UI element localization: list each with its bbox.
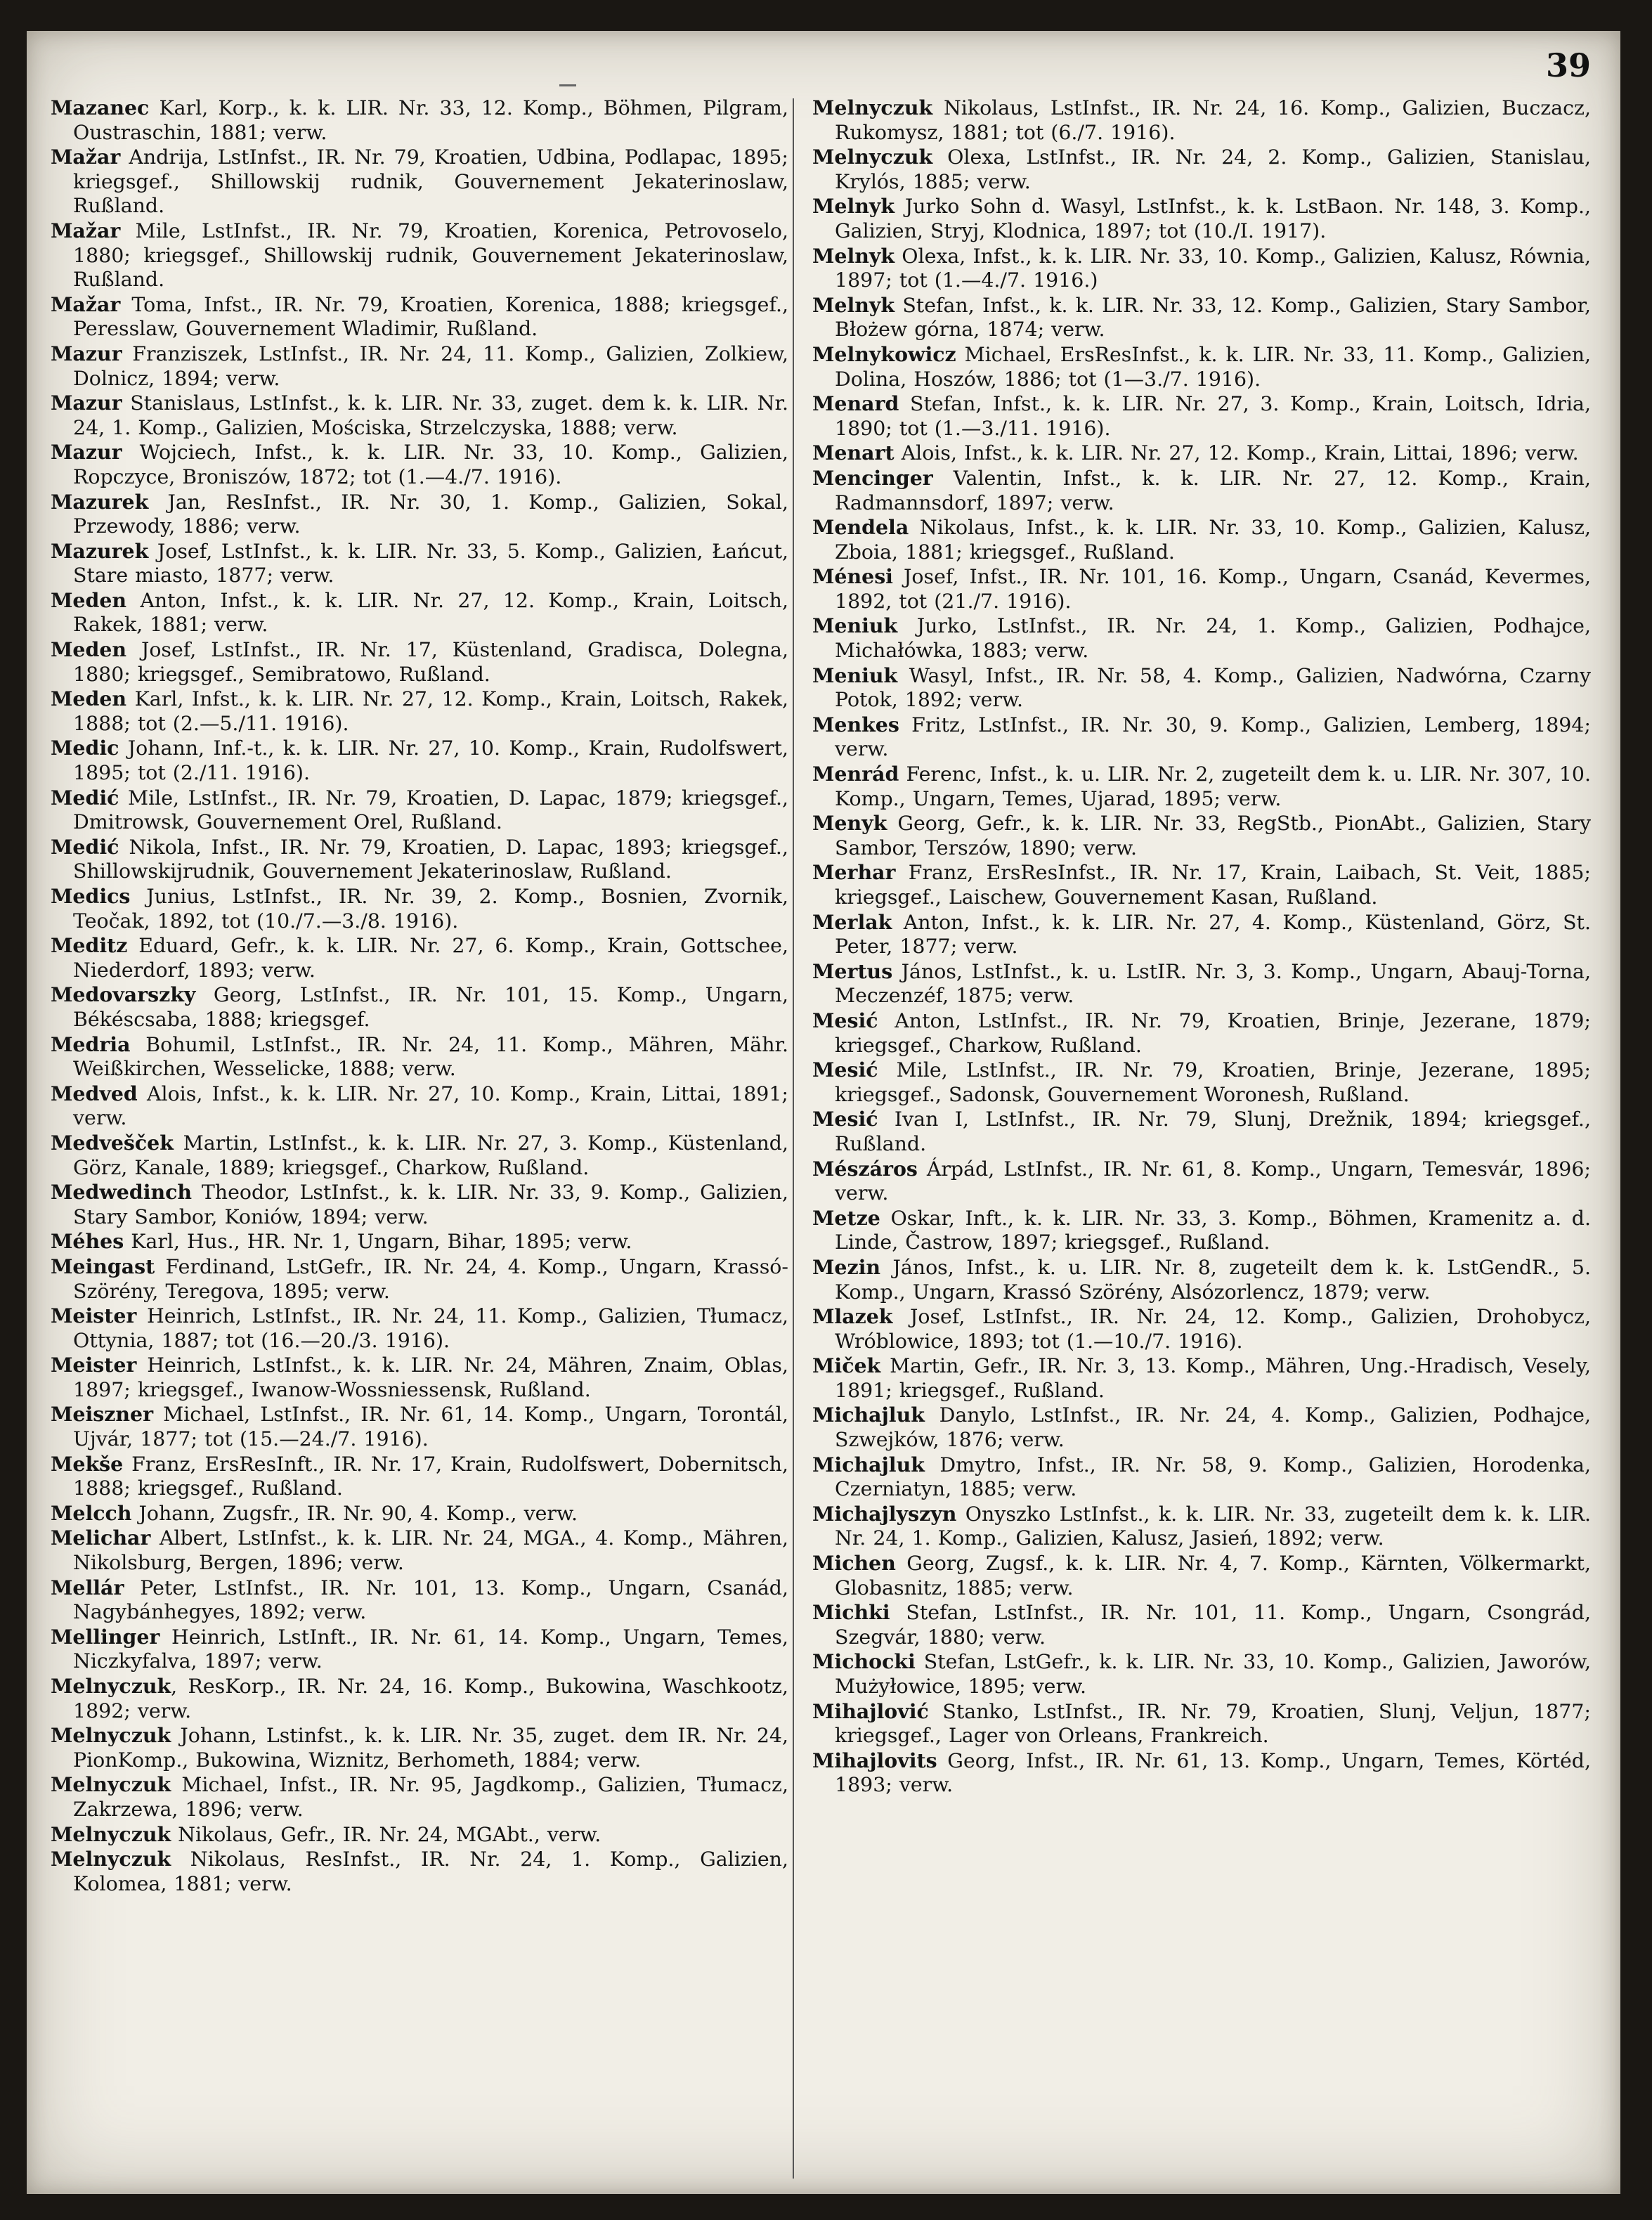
- roster-entry: [51, 637, 788, 687]
- left-column: [51, 96, 788, 1896]
- entry-details: Johann, Lstinfst., k. k. LIR. Nr. 35, zuget. dem IR. Nr. 24, PionKomp., Bukowina, Wiznitz, Berhometh, 1884; verw.: [73, 1724, 788, 1772]
- roster-entry: [812, 1748, 1591, 1798]
- roster-entry: [812, 1255, 1591, 1304]
- roster-entry: [51, 219, 788, 292]
- entry-details: Junius, LstInfst., IR. Nr. 39, 2. Komp., Bosnien, Zvornik, Teočak, 1892, tot (10./7.—3./8. 1916).: [73, 885, 788, 933]
- entry-details: Josef, Infst., IR. Nr. 101, 16. Komp., Ungarn, Csanád, Kevermes, 1892, tot (21./7. 1916).: [835, 565, 1591, 613]
- entry-details: János, LstInfst., k. u. LstIR. Nr. 3, 3. Komp., Ungarn, Abauj-Torna, Meczenzéf, 1875; verw.: [835, 959, 1591, 1008]
- entry-surname: Mendela: [812, 515, 909, 540]
- right-column: [812, 96, 1591, 1798]
- entry-details: Anton, LstInfst., IR. Nr. 79, Kroatien, Brinje, Jezerane, 1879; kriegsgef., Charkow, Rußland.: [835, 1008, 1591, 1057]
- entry-surname: Mazur: [51, 341, 122, 365]
- entry-surname: Medria: [51, 1032, 131, 1056]
- entry-details: Mile, LstInfst., IR. Nr. 79, Kroatien, D. Lapac, 1879; kriegsgef., Dmitrowsk, Gouvernement Orel, Rußland.: [73, 786, 788, 834]
- entry-details: Bohumil, LstInfst., IR. Nr. 24, 11. Komp., Mähren, Mähr. Weißkirchen, Wesselicke, 1888; verw.: [73, 1032, 788, 1081]
- entry-surname: Mekše: [51, 1451, 124, 1476]
- entry-details: Jurko, LstInfst., IR. Nr. 24, 1. Komp., Galizien, Podhajce, Michałówka, 1883; verw.: [835, 614, 1591, 663]
- roster-entry: [51, 1353, 788, 1402]
- roster-entry: [51, 1772, 788, 1822]
- entry-surname: Meden: [51, 637, 127, 662]
- entry-surname: Melnyczuk: [51, 1822, 171, 1846]
- entry-details: Jurko Sohn d. Wasyl, LstInfst., k. k. LstBaon. Nr. 148, 3. Komp., Galizien, Stryj, Klodnica, 1897; tot (10./I. 1917).: [835, 195, 1591, 242]
- entry-details: Olexa, Infst., k. k. LIR. Nr. 33, 10. Komp., Galizien, Kalusz, Równia, 1897; tot (1.—4./7. 1916.): [835, 244, 1591, 292]
- entry-details: Jan, ResInfst., IR. Nr. 30, 1. Komp., Galizien, Sokal, Przewody, 1886; verw.: [73, 490, 788, 538]
- roster-entry: [812, 1304, 1591, 1354]
- entry-surname: Menard: [812, 391, 899, 416]
- entry-details: Nikolaus, Gefr., IR. Nr. 24, MGAbt., verw.: [171, 1822, 601, 1846]
- entry-details: , ResKorp., IR. Nr. 24, 16. Komp., Bukowina, Waschkootz, 1892; verw.: [73, 1675, 788, 1722]
- entry-surname: Melnyczuk: [51, 1723, 171, 1748]
- entry-details: Theodor, LstInfst., k. k. LIR. Nr. 33, 9. Komp., Galizien, Stary Sambor, Koniów, 1894; verw.: [73, 1181, 788, 1228]
- entry-surname: Mertus: [812, 959, 893, 983]
- roster-entry: [51, 1847, 788, 1896]
- roster-entry: [812, 342, 1591, 391]
- roster-entry: [51, 835, 788, 884]
- entry-surname: Melnyk: [812, 243, 895, 268]
- entry-surname: Melnyczuk: [812, 96, 933, 119]
- entry-details: Fritz, LstInfst., IR. Nr. 30, 9. Komp., Galizien, Lemberg, 1894; verw.: [835, 713, 1591, 761]
- entry-surname: Menrád: [812, 762, 899, 786]
- entry-surname: Michajluk: [812, 1403, 925, 1427]
- entry-surname: Michajlyszyn: [812, 1501, 957, 1526]
- entry-surname: Mažar: [51, 218, 121, 242]
- entry-details: Johann, Zugsfr., IR. Nr. 90, 4. Komp., verw.: [131, 1501, 578, 1525]
- entry-details: Anton, Infst., k. k. LIR. Nr. 27, 4. Komp., Küstenland, Görz, St. Peter, 1877; verw.: [835, 910, 1591, 959]
- entry-details: Mile, LstInfst., IR. Nr. 79, Kroatien, Brinje, Jezerane, 1895; kriegsgef., Sadonsk, Gouvernement Woronesh, Rußland.: [835, 1058, 1591, 1106]
- roster-entry: [51, 1131, 788, 1180]
- entry-surname: Medics: [51, 884, 131, 908]
- entry-surname: Meditz: [51, 933, 128, 958]
- entry-surname: Mészáros: [812, 1156, 918, 1181]
- entry-surname: Meiszner: [51, 1402, 154, 1427]
- roster-entry: [51, 1180, 788, 1229]
- entry-details: Eduard, Gefr., k. k. LIR. Nr. 27, 6. Komp., Krain, Gottschee, Niederdorf, 1893; verw.: [73, 934, 788, 982]
- entry-details: Nikolaus, ResInfst., IR. Nr. 24, 1. Komp., Galizien, Kolomea, 1881; verw.: [73, 1848, 788, 1895]
- roster-entry: [812, 713, 1591, 762]
- entry-details: Dmytro, Infst., IR. Nr. 58, 9. Komp., Galizien, Horodenka, Czerniatyn, 1885; verw.: [835, 1453, 1591, 1501]
- entry-details: Heinrich, LstInft., IR. Nr. 61, 14. Komp., Ungarn, Temes, Niczkyfalva, 1897; verw.: [73, 1625, 788, 1673]
- roster-entry: [51, 884, 788, 933]
- entry-details: Wojciech, Infst., k. k. LIR. Nr. 33, 10. Komp., Galizien, Ropczyce, Broniszów, 1872; tot (1.—4./7. 1916).: [73, 441, 788, 488]
- roster-entry: [812, 244, 1591, 293]
- entry-details: Heinrich, LstInfst., k. k. LIR. Nr. 24, Mähren, Znaim, Oblas, 1897; kriegsgef., Iwanow-Wossniessensk, Rußland.: [73, 1354, 788, 1401]
- entry-details: Michael, Infst., IR. Nr. 95, Jagdkomp., Galizien, Tłumacz, Zakrzewa, 1896; verw.: [73, 1773, 788, 1821]
- roster-entry: [51, 1032, 788, 1082]
- roster-entry: [812, 1699, 1591, 1748]
- entry-surname: Meister: [51, 1353, 137, 1377]
- roster-entry: [51, 342, 788, 391]
- page-number: 39: [1545, 46, 1591, 84]
- entry-details: Nikola, Infst., IR. Nr. 79, Kroatien, D. Lapac, 1893; kriegsgef., Shillowskijrudnik, Gouvernement Jekaterinoslaw, Rußland.: [73, 835, 788, 883]
- entry-details: Valentin, Infst., k. k. LIR. Nr. 27, 12. Komp., Krain, Radmannsdorf, 1897; verw.: [835, 466, 1591, 514]
- roster-entry: [51, 1625, 788, 1674]
- roster-entry: [812, 1453, 1591, 1502]
- roster-entry: [51, 292, 788, 342]
- entry-details: Ferenc, Infst., k. u. LIR. Nr. 2, zugeteilt dem k. u. LIR. Nr. 307, 10. Komp., Ungarn, Temes, Ujarad, 1895; verw.: [835, 762, 1591, 810]
- entry-surname: Medić: [51, 785, 119, 810]
- entry-surname: Mesić: [812, 1058, 878, 1082]
- entry-surname: Melnyk: [812, 194, 895, 219]
- roster-entry: [812, 614, 1591, 663]
- entry-surname: Medovarszky: [51, 982, 196, 1007]
- entry-details: Olexa, LstInfst., IR. Nr. 24, 2. Komp., Galizien, Stanislau, Krylós, 1885; verw.: [835, 145, 1591, 193]
- entry-surname: Melnyczuk: [51, 1847, 171, 1871]
- roster-entry: [812, 1157, 1591, 1206]
- roster-entry: [51, 687, 788, 736]
- entry-details: Nikolaus, Infst., k. k. LIR. Nr. 33, 10. Komp., Galizien, Kalusz, Zboia, 1881; kriegsgef., Rußland.: [835, 516, 1591, 564]
- entry-details: Franz, ErsResInfst., IR. Nr. 17, Krain, Laibach, St. Veit, 1885; kriegsgef., Laischew, Gouvernement Kasan, Rußland.: [835, 861, 1591, 909]
- entry-details: Georg, LstInfst., IR. Nr. 101, 15. Komp., Ungarn, Békéscsaba, 1888; kriegsgef.: [73, 983, 788, 1031]
- roster-entry: [51, 786, 788, 835]
- entry-surname: Mellár: [51, 1575, 124, 1599]
- column-divider: [793, 98, 794, 2179]
- roster-entry: [51, 1576, 788, 1625]
- entry-surname: Michajluk: [812, 1452, 925, 1476]
- entry-details: Nikolaus, LstInfst., IR. Nr. 24, 16. Komp., Galizien, Buczacz, Rukomysz, 1881; tot (6./7. 1916).: [835, 96, 1591, 144]
- roster-entry: [812, 441, 1591, 466]
- entry-details: Martin, LstInfst., k. k. LIR. Nr. 27, 3. Komp., Küstenland, Görz, Kanale, 1889; kriegsgef., Charkow, Rußland.: [73, 1131, 788, 1179]
- entry-surname: Menyk: [812, 811, 887, 836]
- roster-entry: [812, 762, 1591, 811]
- entry-details: János, Infst., k. u. LIR. Nr. 8, zugeteilt dem k. k. LstGendR., 5. Komp., Ungarn, Krassó Szörény, Alsózorlencz, 1879; verw.: [835, 1255, 1591, 1304]
- roster-entry: [812, 391, 1591, 441]
- roster-entry: [812, 1600, 1591, 1649]
- entry-details: Alois, Infst., k. k. LIR. Nr. 27, 10. Komp., Krain, Littai, 1891; verw.: [73, 1082, 788, 1130]
- entry-details: Albert, LstInfst., k. k. LIR. Nr. 24, MGA., 4. Komp., Mähren, Nikolsburg, Bergen, 1896; verw.: [73, 1526, 788, 1575]
- entry-surname: Merlak: [812, 909, 892, 934]
- roster-entry: [51, 1304, 788, 1353]
- entry-surname: Meister: [51, 1304, 137, 1328]
- entry-details: Stanko, LstInfst., IR. Nr. 79, Kroatien, Slunj, Veljun, 1877; kriegsgef., Lager von Orleans, Frankreich.: [835, 1699, 1591, 1748]
- entry-details: Wasyl, Infst., IR. Nr. 58, 4. Komp., Galizien, Nadwórna, Czarny Potok, 1892; verw.: [835, 663, 1591, 712]
- entry-details: Andrija, LstInfst., IR. Nr. 79, Kroatien, Udbina, Podlapac, 1895; kriegsgef., Shillowskij rudnik, Gouvernement Jekaterinoslaw, Rußland.: [73, 145, 788, 218]
- entry-details: Danylo, LstInfst., IR. Nr. 24, 4. Komp., Galizien, Podhajce, Szwejków, 1876; verw.: [835, 1403, 1591, 1452]
- entry-details: Peter, LstInfst., IR. Nr. 101, 13. Komp., Ungarn, Csanád, Nagybánhegyes, 1892; verw.: [73, 1576, 788, 1624]
- roster-entry: [812, 145, 1591, 194]
- entry-surname: Merhar: [812, 860, 896, 885]
- entry-surname: Michen: [812, 1551, 896, 1576]
- entry-surname: Melichar: [51, 1526, 151, 1550]
- top-mark: [559, 84, 576, 86]
- roster-entry: [51, 1526, 788, 1575]
- entry-surname: Mezin: [812, 1254, 881, 1279]
- roster-entry: [51, 1822, 788, 1848]
- roster-entry: [51, 933, 788, 982]
- entry-details: Josef, LstInfst., IR. Nr. 24, 12. Komp., Galizien, Drohobycz, Wróblowice, 1893; tot (1.—10./7. 1916).: [835, 1305, 1591, 1353]
- roster-entry: [812, 293, 1591, 342]
- entry-surname: Menart: [812, 441, 895, 465]
- entry-details: Toma, Infst., IR. Nr. 79, Kroatien, Korenica, 1888; kriegsgef., Peresslaw, Gouvernement Wladimir, Rußland.: [73, 292, 788, 341]
- entry-surname: Melnyk: [812, 292, 895, 317]
- entry-surname: Mellinger: [51, 1624, 160, 1649]
- entry-details: Josef, LstInfst., k. k. LIR. Nr. 33, 5. Komp., Galizien, Łańcut, Stare miasto, 1877; verw.: [73, 539, 788, 588]
- entry-surname: Melnyczuk: [812, 145, 933, 169]
- entry-details: Karl, Hus., HR. Nr. 1, Ungarn, Bihar, 1895; verw.: [124, 1230, 632, 1254]
- entry-details: Martin, Gefr., IR. Nr. 3, 13. Komp., Mähren, Ung.-Hradisch, Vesely, 1891; kriegsgef., Rußland.: [835, 1354, 1591, 1402]
- roster-entry: [51, 440, 788, 489]
- entry-surname: Méhes: [51, 1229, 124, 1254]
- entry-details: Georg, Infst., IR. Nr. 61, 13. Komp., Ungarn, Temes, Körtéd, 1893; verw.: [835, 1748, 1591, 1797]
- entry-surname: Mazur: [51, 440, 122, 465]
- entry-details: Heinrich, LstInfst., IR. Nr. 24, 11. Komp., Galizien, Tłumacz, Ottynia, 1887; tot (16.—20./3. 1916).: [73, 1304, 788, 1352]
- roster-entry: [812, 1403, 1591, 1452]
- entry-surname: Ménesi: [812, 564, 893, 589]
- roster-entry: [51, 1723, 788, 1772]
- entry-surname: Meden: [51, 588, 127, 612]
- roster-entry: [812, 910, 1591, 959]
- entry-surname: Mencinger: [812, 465, 933, 490]
- entry-surname: Medvešček: [51, 1130, 174, 1155]
- roster-entry: [812, 466, 1591, 515]
- roster-entry: [812, 663, 1591, 713]
- entry-surname: Miček: [812, 1354, 881, 1378]
- entry-surname: Meingast: [51, 1254, 155, 1278]
- roster-entry: [51, 490, 788, 539]
- entry-details: Georg, Gefr., k. k. LIR. Nr. 33, RegStb., PionAbt., Galizien, Stary Sambor, Terszów, 1890; verw.: [835, 812, 1591, 859]
- entry-surname: Medic: [51, 736, 119, 760]
- entry-details: Mile, LstInfst., IR. Nr. 79, Kroatien, Korenica, Petrovoselo, 1880; kriegsgef., Shillowskij rudnik, Gouvernement Jekaterinoslaw, Rußland.: [73, 219, 788, 292]
- document-page: [27, 31, 1620, 2194]
- entry-surname: Meniuk: [812, 663, 898, 687]
- entry-surname: Mažar: [51, 292, 121, 316]
- roster-entry: [812, 96, 1591, 145]
- entry-surname: Medved: [51, 1081, 138, 1105]
- entry-details: Stefan, Infst., k. k. LIR. Nr. 27, 3. Komp., Krain, Loitsch, Idria, 1890; tot (1.—3./11. 1916).: [835, 392, 1591, 440]
- entry-details: Oskar, Inft., k. k. LIR. Nr. 33, 3. Komp., Böhmen, Kramenitz a. d. Linde, Častrow, 1897; kriegsgef., Rußland.: [835, 1206, 1591, 1254]
- roster-entry: [51, 1402, 788, 1451]
- roster-entry: [51, 1082, 788, 1131]
- entry-surname: Mazurek: [51, 489, 149, 514]
- entry-surname: Melnykowicz: [812, 342, 956, 366]
- entry-surname: Mesić: [812, 1107, 878, 1131]
- entry-details: Karl, Korp., k. k. LIR. Nr. 33, 12. Komp., Böhmen, Pilgram, Oustraschin, 1881; verw.: [73, 96, 788, 144]
- entry-surname: Melnyczuk: [51, 1674, 171, 1698]
- roster-entry: [51, 391, 788, 440]
- roster-entry: [812, 1502, 1591, 1551]
- roster-entry: [812, 811, 1591, 860]
- roster-entry: [51, 982, 788, 1032]
- entry-surname: Metze: [812, 1205, 880, 1230]
- entry-details: Franziszek, LstInfst., IR. Nr. 24, 11. Komp., Galizien, Zolkiew, Dolnicz, 1894; verw.: [73, 342, 788, 390]
- entry-surname: Mažar: [51, 145, 121, 169]
- roster-entry: [812, 564, 1591, 614]
- entry-surname: Medwedinch: [51, 1180, 193, 1205]
- roster-entry: [51, 1501, 788, 1526]
- entry-details: Anton, Infst., k. k. LIR. Nr. 27, 12. Komp., Krain, Loitsch, Rakek, 1881; verw.: [73, 588, 788, 637]
- entry-details: Alois, Infst., k. k. LIR. Nr. 27, 12. Komp., Krain, Littai, 1896; verw.: [894, 441, 1579, 465]
- roster-entry: [812, 1354, 1591, 1403]
- entry-surname: Mlazek: [812, 1304, 893, 1329]
- entry-details: Árpád, LstInfst., IR. Nr. 61, 8. Komp., Ungarn, Temesvár, 1896; verw.: [835, 1157, 1591, 1205]
- roster-entry: [812, 1008, 1591, 1058]
- entry-surname: Michki: [812, 1600, 890, 1625]
- roster-entry: [51, 588, 788, 637]
- entry-details: Franz, ErsResInft., IR. Nr. 17, Krain, Rudolfswert, Dobernitsch, 1888; kriegsgef., Rußland.: [73, 1452, 788, 1500]
- roster-entry: [51, 539, 788, 588]
- roster-entry: [812, 1107, 1591, 1156]
- roster-entry: [812, 959, 1591, 1008]
- entry-surname: Mazanec: [51, 96, 150, 119]
- roster-entry: [51, 96, 788, 145]
- entry-surname: Mazurek: [51, 538, 149, 563]
- roster-entry: [812, 515, 1591, 564]
- roster-entry: [812, 1551, 1591, 1600]
- entry-surname: Mazur: [51, 391, 122, 415]
- roster-entry: [812, 860, 1591, 909]
- roster-entry: [812, 194, 1591, 243]
- entry-details: Stefan, Infst., k. k. LIR. Nr. 33, 12. Komp., Galizien, Stary Sambor, Błożew górna, 1874; verw.: [835, 293, 1591, 342]
- entry-details: Michael, LstInfst., IR. Nr. 61, 14. Komp., Ungarn, Torontál, Ujvár, 1877; tot (15.—24./7. 1916).: [73, 1403, 788, 1451]
- roster-entry: [51, 145, 788, 219]
- entry-surname: Mihajlovits: [812, 1748, 937, 1772]
- entry-details: Michael, ErsResInfst., k. k. LIR. Nr. 33, 11. Komp., Galizien, Dolina, Hoszów, 1886; tot (1—3./7. 1916).: [835, 342, 1591, 391]
- entry-surname: Melnyczuk: [51, 1772, 171, 1797]
- entry-details: Ferdinand, LstGefr., IR. Nr. 24, 4. Komp., Ungarn, Krassó-Szörény, Teregova, 1895; verw.: [73, 1254, 788, 1303]
- entry-surname: Menkes: [812, 712, 899, 736]
- entry-details: Johann, Inf.-t., k. k. LIR. Nr. 27, 10. Komp., Krain, Rudolfswert, 1895; tot (2./11. 1916).: [73, 736, 788, 785]
- entry-details: Josef, LstInfst., IR. Nr. 17, Küstenland, Gradisca, Dolegna, 1880; kriegsgef., Semibratowo, Rußland.: [73, 638, 788, 686]
- roster-entry: [812, 1649, 1591, 1699]
- entry-surname: Melcch: [51, 1500, 132, 1525]
- roster-entry: [812, 1206, 1591, 1255]
- entry-surname: Michocki: [812, 1649, 916, 1674]
- entry-details: Stefan, LstGefr., k. k. LIR. Nr. 33, 10. Komp., Galizien, Jaworów, Mużyłowice, 1895; verw.: [835, 1650, 1591, 1698]
- entry-details: Georg, Zugsf., k. k. LIR. Nr. 4, 7. Komp., Kärnten, Völkermarkt, Globasnitz, 1885; verw.: [835, 1552, 1591, 1599]
- roster-entry: [51, 736, 788, 785]
- entry-details: Karl, Infst., k. k. LIR. Nr. 27, 12. Komp., Krain, Loitsch, Rakek, 1888; tot (2.—5./11. 1916).: [73, 687, 788, 735]
- roster-entry: [51, 1254, 788, 1304]
- roster-entry: [51, 1674, 788, 1723]
- entry-surname: Medić: [51, 834, 119, 859]
- entry-details: Stefan, LstInfst., IR. Nr. 101, 11. Komp., Ungarn, Csongrád, Szegvár, 1880; verw.: [835, 1601, 1591, 1649]
- roster-entry: [51, 1452, 788, 1501]
- entry-surname: Mihajlović: [812, 1699, 929, 1723]
- entry-surname: Mesić: [812, 1008, 878, 1032]
- entry-surname: Meniuk: [812, 614, 898, 638]
- entry-details: Stanislaus, LstInfst., k. k. LIR. Nr. 33, zuget. dem k. k. LIR. Nr. 24, 1. Komp., Galizien, Mościska, Strzelczyska, 1888; verw.: [73, 391, 788, 439]
- entry-surname: Meden: [51, 687, 127, 711]
- entry-details: Onyszko LstInfst., k. k. LIR. Nr. 33, zugeteilt dem k. k. LIR. Nr. 24, 1. Komp., Galizien, Kalusz, Jasień, 1892; verw.: [835, 1502, 1591, 1550]
- entry-details: Ivan I, LstInfst., IR. Nr. 79, Slunj, Drežnik, 1894; kriegsgef., Rußland.: [835, 1108, 1591, 1155]
- roster-entry: [812, 1058, 1591, 1107]
- roster-entry: [51, 1229, 788, 1254]
